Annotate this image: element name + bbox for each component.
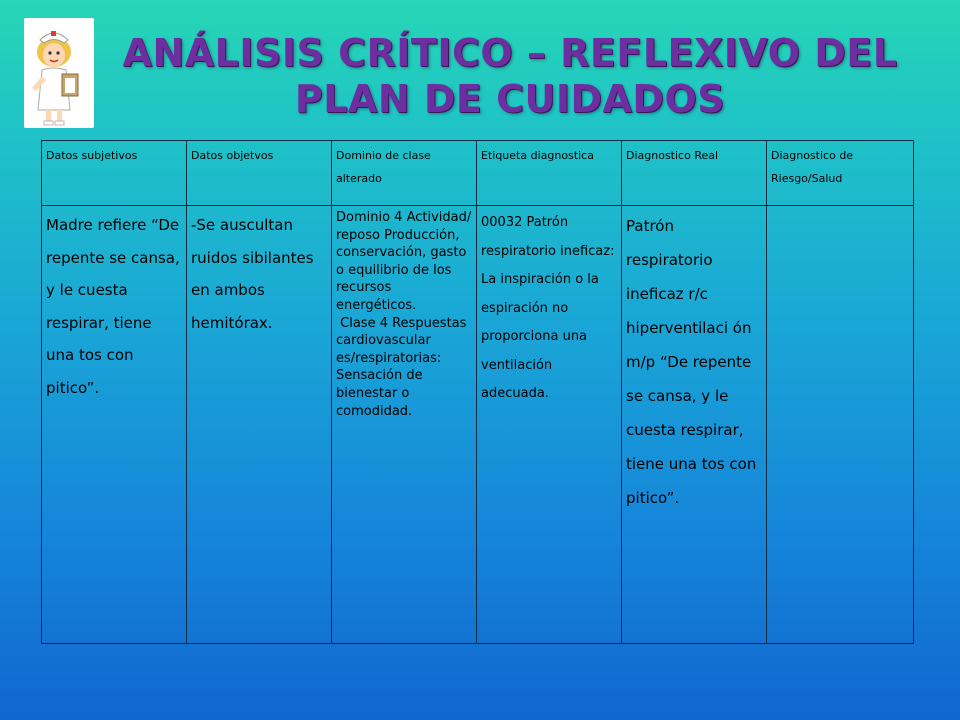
dominio-text: Dominio 4 Actividad/ reposo Producción, conservación, gasto o equilibrio de los recursos energéticos. Clase 4 Respuestas cardiovascular es/respiratorias: Sensación de bienestar o comodidad.	[336, 210, 472, 419]
cell-datos-subjetivos	[42, 206, 187, 644]
care-plan-table	[41, 140, 914, 644]
cell-etiqueta	[477, 206, 622, 644]
header-datos-subjetivos: Datos subjetivos	[42, 141, 187, 206]
nurse-cartoon-icon	[24, 18, 94, 128]
cell-dominio	[332, 206, 477, 644]
cell-diagnostico-riesgo	[767, 206, 914, 644]
header-diagnostico-riesgo: Diagnostico de Riesgo/Salud	[767, 141, 914, 206]
slide-title: ANÁLISIS CRÍTICO – REFLEXIVO DEL PLAN DE CUIDADOS	[122, 31, 898, 121]
table-row	[42, 206, 914, 644]
diagnostico-real-text: Patrón respiratorio ineficaz r/c hiperventilaci ón m/p “De repente se cansa, y le cuesta respirar, tiene una tos con pitico”.	[626, 217, 762, 507]
etiqueta-text: 00032 Patrón respiratorio ineficaz: La inspiración o la espiración no proporciona una ventilación adecuada.	[481, 215, 619, 401]
cell-datos-objetivos	[187, 206, 332, 644]
nurse-logo	[24, 18, 94, 128]
header-dominio: Dominio de clase alterado	[332, 141, 477, 206]
datos-objetivos-text: -Se auscultan ruidos sibilantes en ambos hemitórax.	[191, 216, 319, 332]
table-header-row	[42, 141, 914, 206]
header-etiqueta: Etiqueta diagnostica	[477, 141, 622, 206]
datos-subjetivos-text: Madre refiere “De repente se cansa, y le cuesta respirar, tiene una tos con pitico”.	[46, 216, 185, 397]
header-datos-objetivos: Datos objetvos	[187, 141, 332, 206]
cell-diagnostico-real	[622, 206, 767, 644]
header-diagnostico-real: Diagnostico Real	[622, 141, 767, 206]
